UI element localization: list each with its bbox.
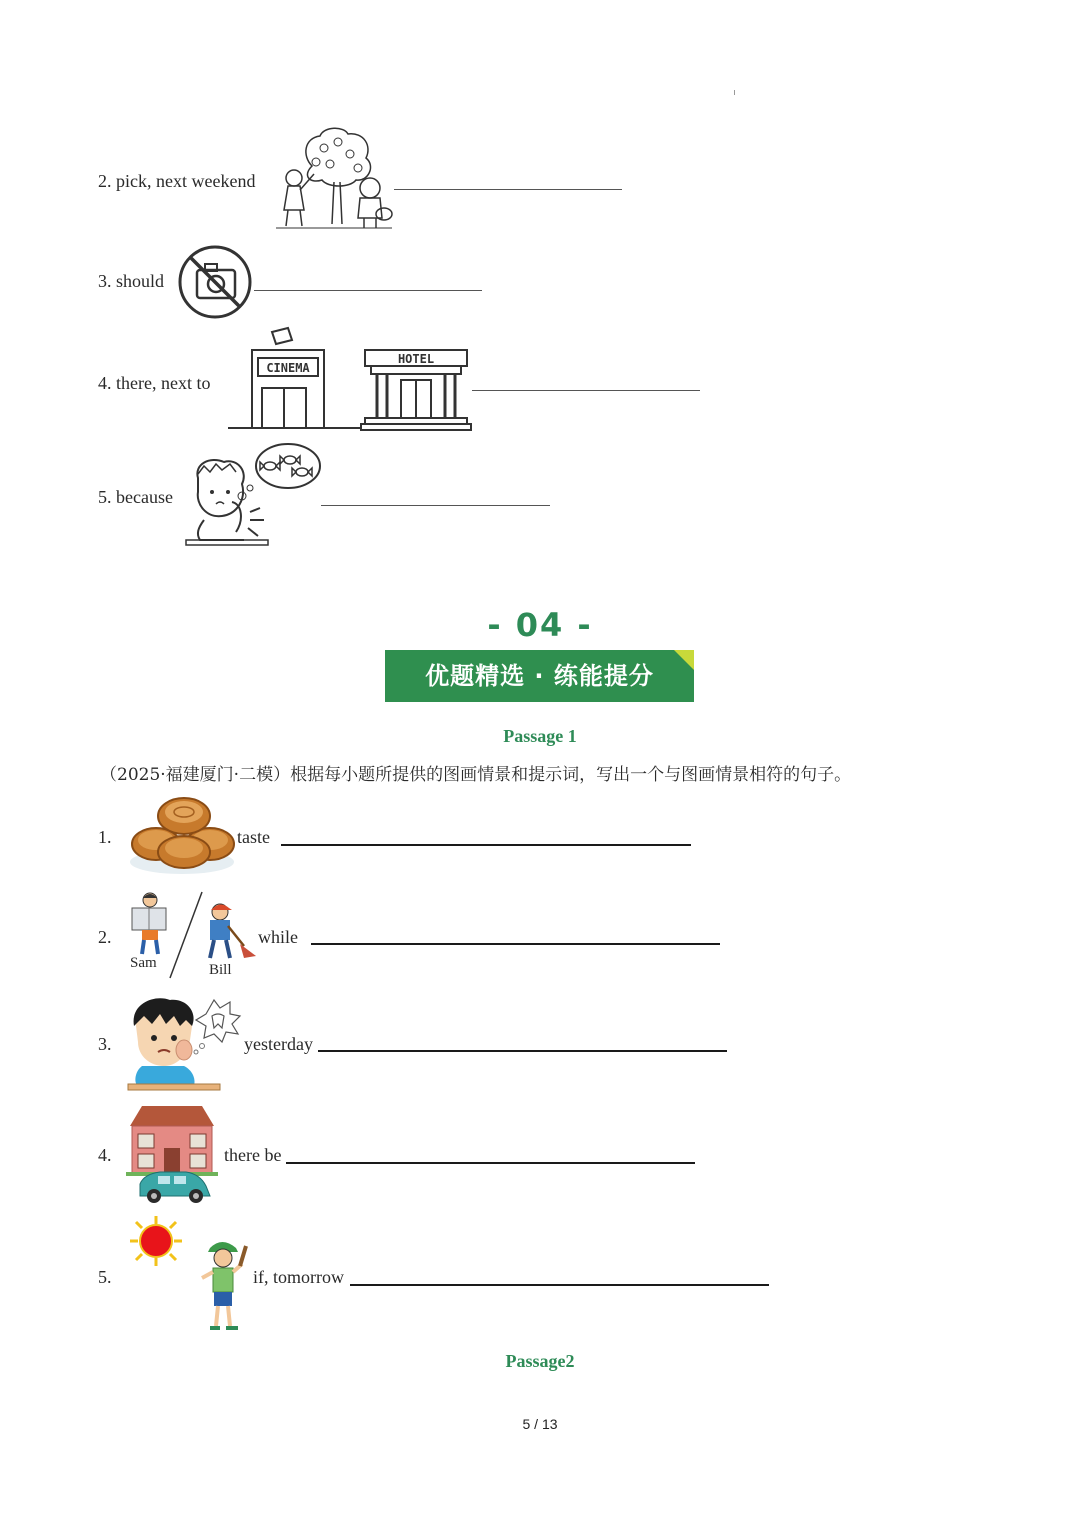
- answer-line-there[interactable]: [472, 390, 700, 391]
- p1-item-number-3: 3.: [98, 1034, 112, 1054]
- hotel-sign-text: HOTEL: [397, 352, 435, 366]
- hotel-building-icon: [361, 346, 471, 432]
- p1-answer-line-3[interactable]: [318, 1050, 727, 1052]
- p1-cue-there-be: there be: [224, 1145, 282, 1165]
- p1-answer-line-2[interactable]: [311, 943, 720, 945]
- answer-line-pick[interactable]: [394, 189, 622, 190]
- passage1-title: Passage 1: [503, 726, 577, 746]
- p1-answer-line-1[interactable]: [281, 844, 691, 846]
- p1-cue-while: while: [258, 927, 298, 947]
- cinema-sign-text: CINEMA: [266, 361, 310, 375]
- p1-item-number-1: 1.: [98, 827, 112, 847]
- p1-item-number-2: 2.: [98, 927, 112, 947]
- p1-cue-yesterday: yesterday: [244, 1034, 313, 1054]
- answer-line-because[interactable]: [321, 505, 550, 506]
- p1-item-number-4: 4.: [98, 1145, 112, 1165]
- p1-item-number-5: 5.: [98, 1267, 112, 1287]
- p1-cue-taste: taste: [237, 827, 270, 847]
- banner-corner-accent: [674, 650, 694, 670]
- toothache-boy-color-image: [126, 996, 244, 1092]
- apple-picking-illustration: [272, 126, 396, 232]
- section-banner: 优题精选 · 练能提分: [385, 650, 694, 702]
- p1-answer-line-5[interactable]: [350, 1284, 769, 1286]
- sam-name: Sam: [130, 955, 157, 971]
- p1-answer-line-4[interactable]: [286, 1162, 695, 1164]
- item-label-there-next-to: 4. there, next to: [98, 373, 211, 393]
- toothache-boy-illustration: [184, 442, 324, 548]
- page-number: 5 / 13: [522, 1416, 558, 1432]
- passage1-instruction: （2025·福建厦门·二模）根据每小题所提供的图画情景和提示词，写出一个与图画情景相符的句子。: [100, 765, 852, 785]
- boy-with-bat-image: [196, 1238, 248, 1334]
- item-label-pick: 2. pick, next weekend: [98, 171, 256, 191]
- answer-line-should[interactable]: [254, 290, 482, 291]
- cinema-building-icon: [228, 328, 362, 432]
- section-number: - 04 -: [487, 606, 593, 644]
- house-and-car-image: [126, 1104, 218, 1204]
- passage2-title: Passage2: [505, 1351, 575, 1371]
- item-label-because: 5. because: [98, 487, 173, 507]
- bill-sweeping-image: [200, 900, 260, 962]
- p1-cue-if-tomorrow: if, tomorrow: [253, 1267, 344, 1287]
- sam-reading-image: [126, 890, 170, 956]
- no-photo-icon: [177, 244, 253, 320]
- stray-mark: [734, 90, 735, 95]
- item-label-should: 3. should: [98, 271, 165, 291]
- mooncakes-image: [126, 794, 238, 876]
- sun-icon: [126, 1214, 186, 1268]
- bill-name: Bill: [209, 962, 232, 978]
